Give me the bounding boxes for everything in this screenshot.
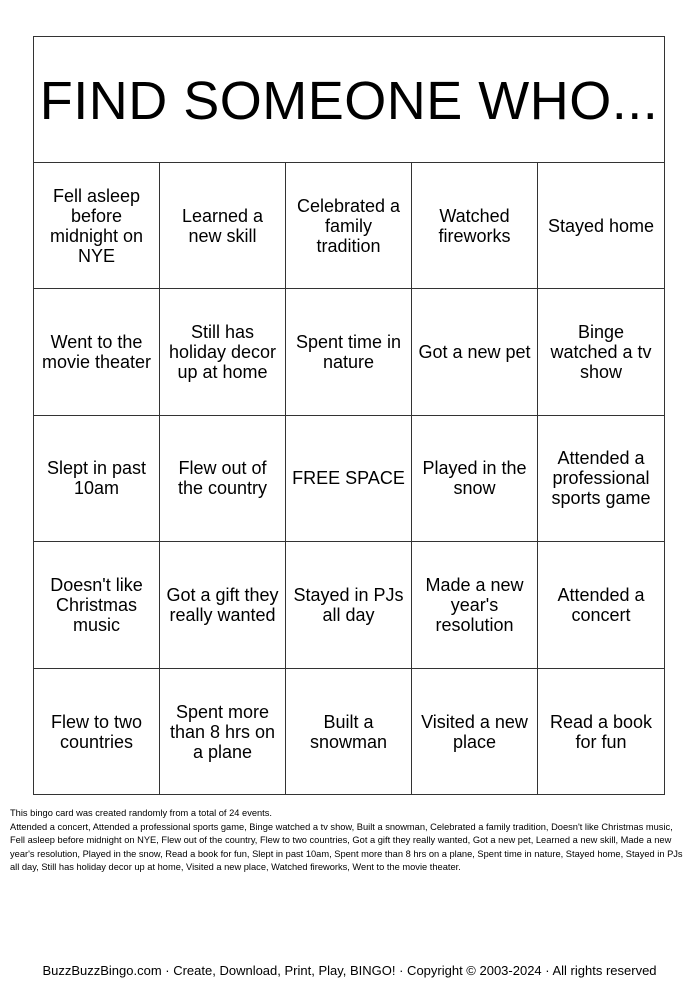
- bingo-card: [33, 36, 665, 795]
- bingo-grid: [34, 163, 664, 795]
- bingo-cell: Attended a concert: [538, 542, 664, 668]
- bingo-cell: Built a snowman: [286, 669, 412, 795]
- bingo-cell: Doesn't like Christmas music: [34, 542, 160, 668]
- card-title: FIND SOMEONE WHO...: [34, 37, 664, 163]
- free-space-cell: FREE SPACE: [286, 416, 412, 542]
- bingo-cell: Got a new pet: [412, 289, 538, 415]
- site-footer: BuzzBuzzBingo.com · Create, Download, Print, Play, BINGO! · Copyright © 2003-2024 · All rights reserved: [42, 963, 657, 978]
- bingo-cell: Stayed in PJs all day: [286, 542, 412, 668]
- bingo-cell: Played in the snow: [412, 416, 538, 542]
- bingo-cell: Celebrated a family tradition: [286, 163, 412, 289]
- bingo-cell: Went to the movie theater: [34, 289, 160, 415]
- bingo-cell: Learned a new skill: [160, 163, 286, 289]
- bingo-cell: Watched fireworks: [412, 163, 538, 289]
- bingo-cell: Made a new year's resolution: [412, 542, 538, 668]
- card-info: [10, 807, 686, 875]
- bingo-cell: Flew out of the country: [160, 416, 286, 542]
- bingo-cell: Visited a new place: [412, 669, 538, 795]
- bingo-cell: Slept in past 10am: [34, 416, 160, 542]
- bingo-cell: Got a gift they really wanted: [160, 542, 286, 668]
- bingo-cell: Binge watched a tv show: [538, 289, 664, 415]
- events-list: Attended a concert, Attended a professional sports game, Binge watched a tv show, Built a snowman, Celebrated a family tradition, Doesn't like Christmas music, Fell asleep before midnight on NYE, Flew out of the country, Flew to two countries, Got a gift they really wanted, Got a new pet, Learned a new skill, Made a new year's resolution, Played in the snow, Read a book for fun, Slept in past 10am, Spent more than 8 hrs on a plane, Spent time in nature, Stayed home, Stayed in PJs all day, Still has holiday decor up at home, Visited a new place, Watched fireworks, Went to the movie theater.: [10, 821, 683, 872]
- card-summary: This bingo card was created randomly from a total of 24 events.: [10, 808, 272, 818]
- bingo-cell: Still has holiday decor up at home: [160, 289, 286, 415]
- bingo-cell: Stayed home: [538, 163, 664, 289]
- bingo-cell: Read a book for fun: [549, 711, 653, 752]
- bingo-cell: Spent time in nature: [286, 289, 412, 415]
- bingo-cell: Spent more than 8 hrs on a plane: [160, 669, 286, 795]
- bingo-cell: Attended a professional sports game: [538, 416, 664, 542]
- bingo-cell: Flew to two countries: [34, 669, 160, 795]
- bingo-cell: Fell asleep before midnight on NYE: [34, 163, 160, 289]
